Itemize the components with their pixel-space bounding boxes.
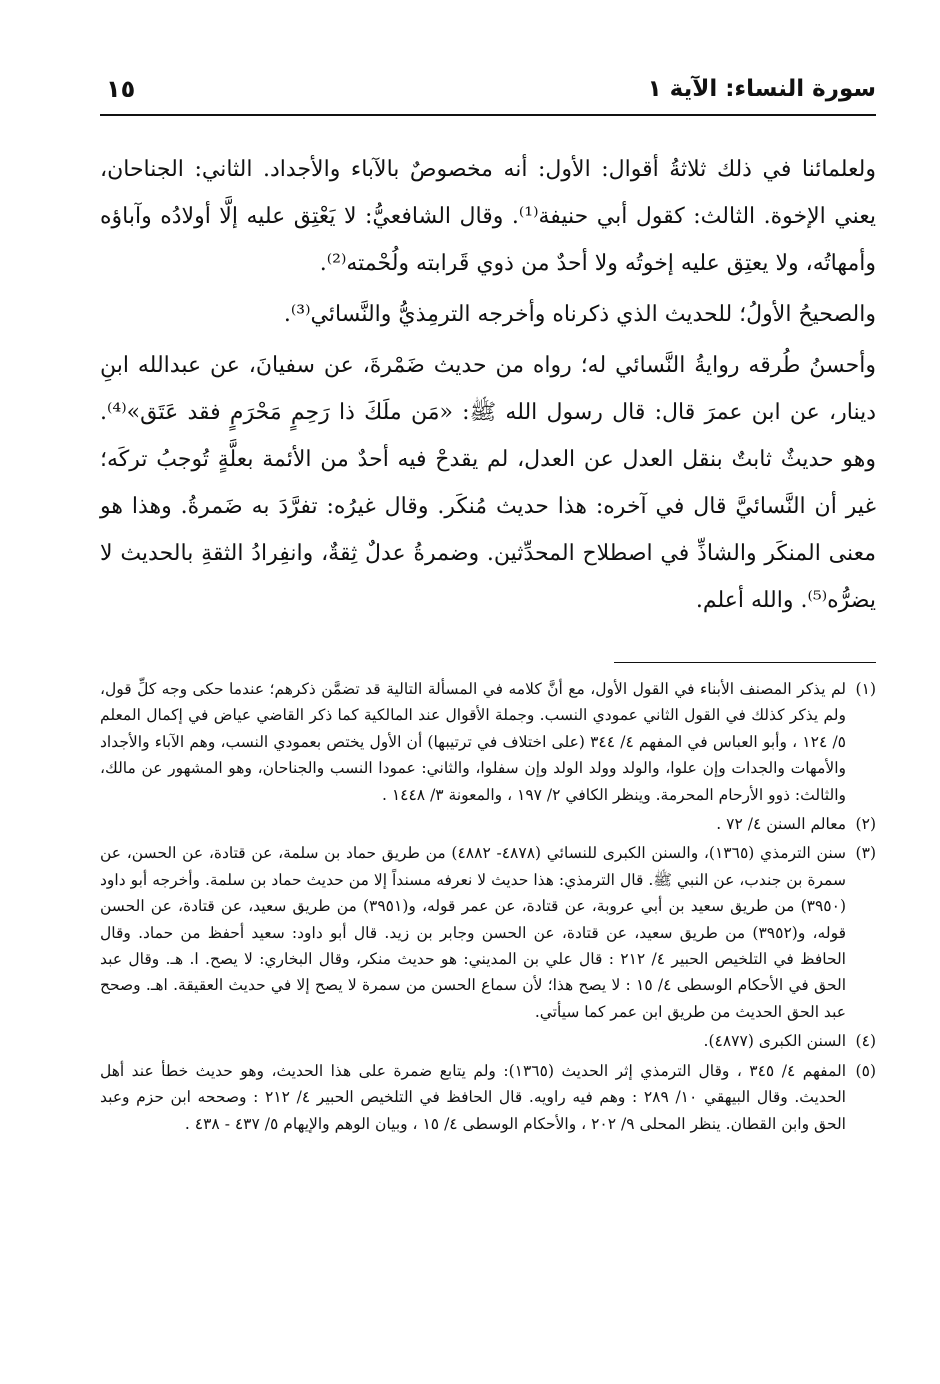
footnote-5 [100,1058,876,1137]
footnotes [100,676,876,1137]
page-number: ١٥ [106,75,136,103]
footnote-number: (١) [855,680,876,698]
paragraph-1: ولعلمائنا في ذلك ثلاثةُ أقوال: الأول: أنه مخصوصٌ بالآباء والأجداد. الثاني: الجناحان، يعني الإخوة. الثالث: كقول أبي حنيفة⁽¹⁾. وقال الشافعيُّ: لا يَعْتِق عليه إلَّا أولادُه وآباؤه وأمهاتُه، ولا يعتِق عليه إخوتُه ولا أحدٌ من ذوي قَرابته ولُحْمته⁽²⁾. [100,157,876,276]
chapter-title: سورة النساء: الآية ١ [647,76,876,102]
paragraph-3: وأحسنُ طُرقه روايةُ النَّسائي له؛ رواه من حديث ضَمْرةَ، عن سفيانَ، عن عبدالله ابنِ دينار، عن ابن عمرَ قال: قال رسول الله ﷺ: «مَن ملَكَ ذا رَحِمٍ مَحْرَمٍ فقد عَتَق»⁽⁴⁾. وهو حديثٌ ثابتٌ بنقل العدل عن العدل، لم يقدحْ فيه أحدٌ من الأئمة بعلَّةٍ تُوجبُ تركَه؛ غير أن النَّسائيَّ قال في آخره: هذا حديث مُنكَر. وقال غيرُه: تفرَّدَ به ضَمرةُ. وهذا هو معنى المنكَر والشاذِّ في اصطلاح المحدِّثين. وضمرةُ عدلٌ ثِقةٌ، وانفِرادُ الثقةِ بالحديث لا يضرُّه⁽⁵⁾. والله أعلم. [100,353,876,613]
footnote-4 [100,1028,876,1054]
footnote-text: سنن الترمذي (١٣٦٥)، والسنن الكبرى للنسائي (٤٨٧٨- ٤٨٨٢) من طريق حماد بن سلمة، عن قتادة، عن الحسن، عن سمرة بن جندب، عن النبي ﷺ. قال الترمذي: هذا حديث لا نعرفه مسنداً إلا من حديث حماد بن سلمة. وأخرجه أبو داود (٣٩٥٠) من طريق سعيد بن أبي عروبة، عن قتادة، عن عمر قوله، و(٣٩٥١) من طريق سعيد، عن قتادة، عن الحسن قوله، و(٣٩٥٢) من طريق سعيد، عن قتادة، عن الحسن وجابر بن زيد. قال أبو داود: سعيد أحفظ من حماد. وقال الحافظ في التلخيص الحبير ٤/ ٢١٢ : قال علي بن المديني: هو حديث منكر، وقال البخاري: لا يصح. ا. هـ. وقال عبد الحق في الأحكام الوسطى ٤/ ١٥ : لا يصح هذا؛ لأن سماع الحسن من سمرة لا يصح إلا في حديث العقيقة. اهـ. وصحح عبد الحق الحديث من طريق ابن عمر كما سيأتي. [100,844,847,1021]
running-header [100,70,876,116]
footnote-1 [100,676,876,808]
footnote-number: (٣) [855,844,876,863]
footnote-separator [614,662,876,663]
main-text [100,146,876,624]
footnote-text: المفهم ٤/ ٣٤٥ ، وقال الترمذي إثر الحديث (١٣٦٥): ولم يتابع ضمرة على هذا الحديث، وهو حديث خطأ عند أهل الحديث. وقال البيهقي ١٠/ ٢٨٩ : وهم فيه راويه. قال الحافظ في التلخيص الحبير ٤/ ٢١٢ : وصححه ابن حزم وعبد الحق وابن القطان. ينظر المحلى ٩/ ٢٠٢ ، والأحكام الوسطى ٤/ ١٥ ، وبيان الوهم والإيهام ٥/ ٤٣٧ - ٤٣٨ . [100,1061,847,1133]
footnote-text: معالم السنن ٤/ ٧٢ . [716,815,846,834]
footnote-2 [100,811,876,837]
footnote-number: (٥) [855,1061,876,1080]
footnote-number: (٤) [855,1032,876,1051]
footnote-number: (٢) [855,815,876,834]
footnote-text: لم يذكر المصنف الأبناء في القول الأول، مع أنَّ كلامه في المسألة التالية قد تضمَّن ذكرهم؛ عندما حكى وجه كلِّ قول، ولم يذكر كذلك في القول الثاني عمودي النسب. وجملة الأقوال عند المالكية كما ذكر القاضي عياض في إكمال المعلم ٥/ ١٢٤ ، وأبو العباس في المفهم ٤/ ٣٤٤ (على اختلاف في ترتيبها) أن الأول يختص بعمودي النسب، وهم الآباء والأجداد والأمهات والجدات وإن علوا، والولد وولد الولد وإن سفلوا، والثاني: عمودا النسب والجناحان، وهو المشهور عن مالك، والثالث: ذوو الأرحام المحرمة. وينظر الكافي ٢/ ١٩٧ ، والمعونة ٣/ ١٤٤٨ . [100,680,846,804]
footnote-3 [100,840,876,1025]
footnote-text: السنن الكبرى (٤٨٧٧). [703,1032,846,1051]
paragraph-2: والصحيحُ الأولُ؛ للحديث الذي ذكرناه وأخرجه الترمِذيُّ والنَّسائي⁽³⁾. [283,302,876,327]
